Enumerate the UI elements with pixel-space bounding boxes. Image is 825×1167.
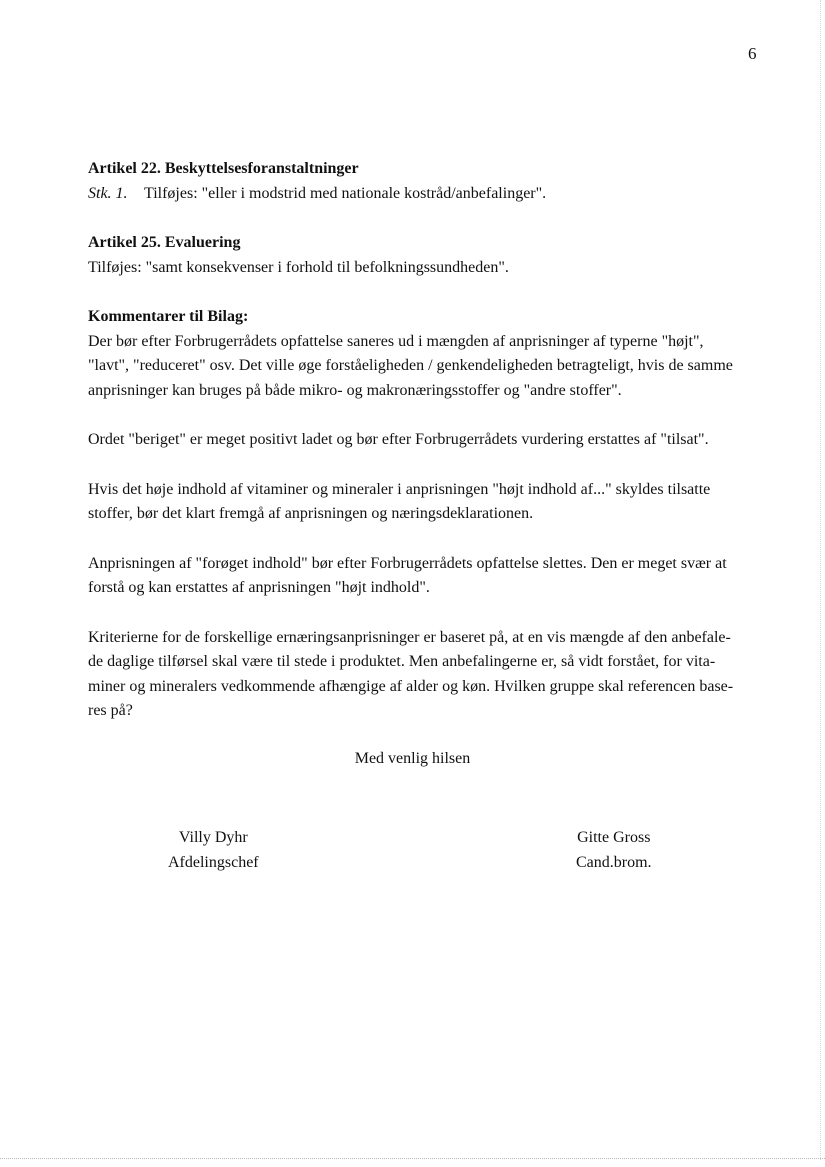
- comment-paragraph-5: [88, 626, 778, 724]
- article-22-stk-1: [88, 182, 778, 207]
- comments-heading: Kommentarer til Bilag:: [88, 308, 249, 325]
- signatory-name: Gitte Gross: [577, 829, 651, 846]
- text-line: stoffer, bør det klart fremgå af anprisningen og næringsdeklarationen.: [88, 505, 534, 522]
- signatory-title: Afdelingschef: [168, 854, 259, 871]
- text-line: de daglige tilførsel skal være til stede i produktet. Men anbefalingerne er, så vidt forstået, for vita-: [88, 653, 716, 670]
- text-line: Anprisningen af "forøget indhold" bør efter Forbrugerrådets opfattelse slettes. Den er meget svær at: [88, 554, 727, 572]
- text-line: "lavt", "reduceret" osv. Det ville øge forståeligheden / genkendeligheden betragteligt, hvis de samme: [88, 357, 733, 374]
- scan-edge-right: [820, 0, 821, 1160]
- comment-paragraph-1: [88, 330, 778, 404]
- signature-block-left: [168, 825, 259, 875]
- stk-label: Stk. 1.: [88, 184, 128, 202]
- text-line: Hvis det høje indhold af vitaminer og mineraler i anprisningen "højt indhold af..." skyldes tilsatte: [88, 480, 711, 498]
- stk-text: Tilføjes: "eller i modstrid med nationale kostråd/anbefalinger".: [144, 184, 547, 202]
- signatory-name: Villy Dyhr: [178, 829, 248, 846]
- text-line: res på?: [88, 702, 133, 719]
- page-number: 6: [748, 44, 757, 63]
- comment-paragraph-4: [88, 552, 778, 601]
- text-line: miner og mineralers vedkommende afhængige af alder og køn. Hvilken gruppe skal referencen base-: [88, 677, 734, 695]
- comment-paragraph-2: [88, 428, 778, 453]
- text-line: anprisninger kan bruges på både mikro- og makronæringsstoffer og "andre stoffer".: [88, 381, 622, 399]
- comment-paragraph-3: [88, 478, 778, 527]
- text-line: Der bør efter Forbrugerrådets opfattelse saneres ud i mængden af anprisninger af typerne "højt",: [88, 332, 704, 350]
- article-25-text: Tilføjes: "samt konsekvenser i forhold til befolkningssundheden".: [88, 258, 509, 276]
- signature-block-right: [576, 825, 652, 875]
- closing-greeting: Med venlig hilsen: [354, 750, 471, 767]
- article-22-heading: Artikel 22. Beskyttelsesforanstaltninger: [88, 160, 359, 177]
- document-body: [88, 157, 778, 724]
- signatory-title: Cand.brom.: [576, 854, 652, 871]
- scan-edge-bottom: [0, 1158, 825, 1159]
- text-line: forstå og kan erstattes af anprisningen "højt indhold".: [88, 579, 430, 596]
- article-25-heading: Artikel 25. Evaluering: [88, 234, 241, 251]
- text-line: Ordet "beriget" er meget positivt ladet og bør efter Forbrugerrådets vurdering erstattes af "tilsat".: [88, 431, 709, 448]
- text-line: Kriterierne for de forskellige ernæringsanprisninger er baseret på, at en vis mængde af den anbefale-: [88, 628, 731, 646]
